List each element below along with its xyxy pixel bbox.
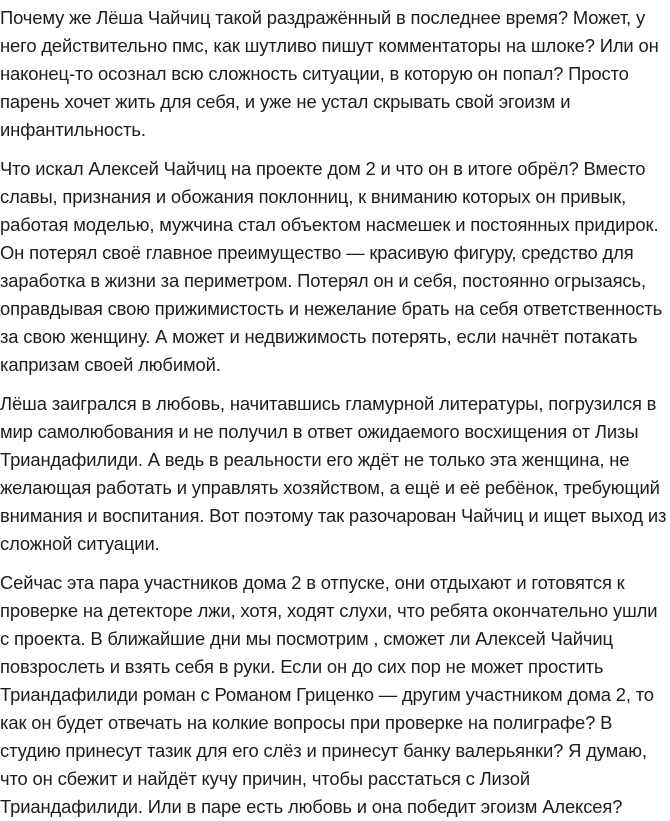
- paragraph-4: Сейчас эта пара участников дома 2 в отпуске, они отдыхают и готовятся к проверке на детекторе лжи, хотя, ходят слухи, что ребята окончательно ушли с проекта. В ближайшие дни мы посмотрим , сможет ли Алексей Чайчиц повзрослеть и взять себя в руки. Если он до сих пор не может простить Триандафилиди роман с Романом Гриценко — другим участником дома 2, то как он будет отвечать на колкие вопросы при проверке на полиграфе? В студию принесут тазик для его слёз и принесут банку валерьянки? Я думаю, что он сбежит и найдёт кучу причин, чтобы расстаться с Лизой Триандафилиди. Или в паре есть любовь и она победит эгоизм Алексея?: [0, 572, 658, 817]
- paragraph-1: Почему же Лёша Чайчиц такой раздражённый в последнее время? Может, у него действительно пмс, как шутливо пишут комментаторы на шлоке? Или он наконец-то осознал всю сложность ситуации, в которую он попал? Просто парень хочет жить для себя, и уже не устал скрывать свой эгоизм и инфантильность.: [0, 7, 659, 140]
- paragraph-2: Что искал Алексей Чайчиц на проекте дом 2 и что он в итоге обрёл? Вместо славы, признания и обожания поклонниц, к вниманию которых он привык, работая моделью, мужчина стал объектом насмешек и постоянных придирок. Он потерял своё главное преимущество — красивую фигуру, средство для заработка в жизни за периметром. Потерял он и себя, постоянно огрызаясь, оправдывая свою прижимистость и нежелание брать на себя ответственность за свою женщину. А может и недвижимость потерять, если начнёт потакать капризам своей любимой.: [0, 158, 663, 375]
- article-body: [0, 4, 670, 821]
- paragraph-3: Лёша заигрался в любовь, начитавшись гламурной литературы, погрузился в мир самолюбования и не получил в ответ ожидаемого восхищения от Лизы Триандафилиди. А ведь в реальности его ждёт не только эта женщина, не желающая работать и управлять хозяйством, а ещё и её ребёнок, требующий внимания и воспитания. Вот поэтому так разочарован Чайчиц и ищет выход из сложной ситуации.: [0, 393, 667, 554]
